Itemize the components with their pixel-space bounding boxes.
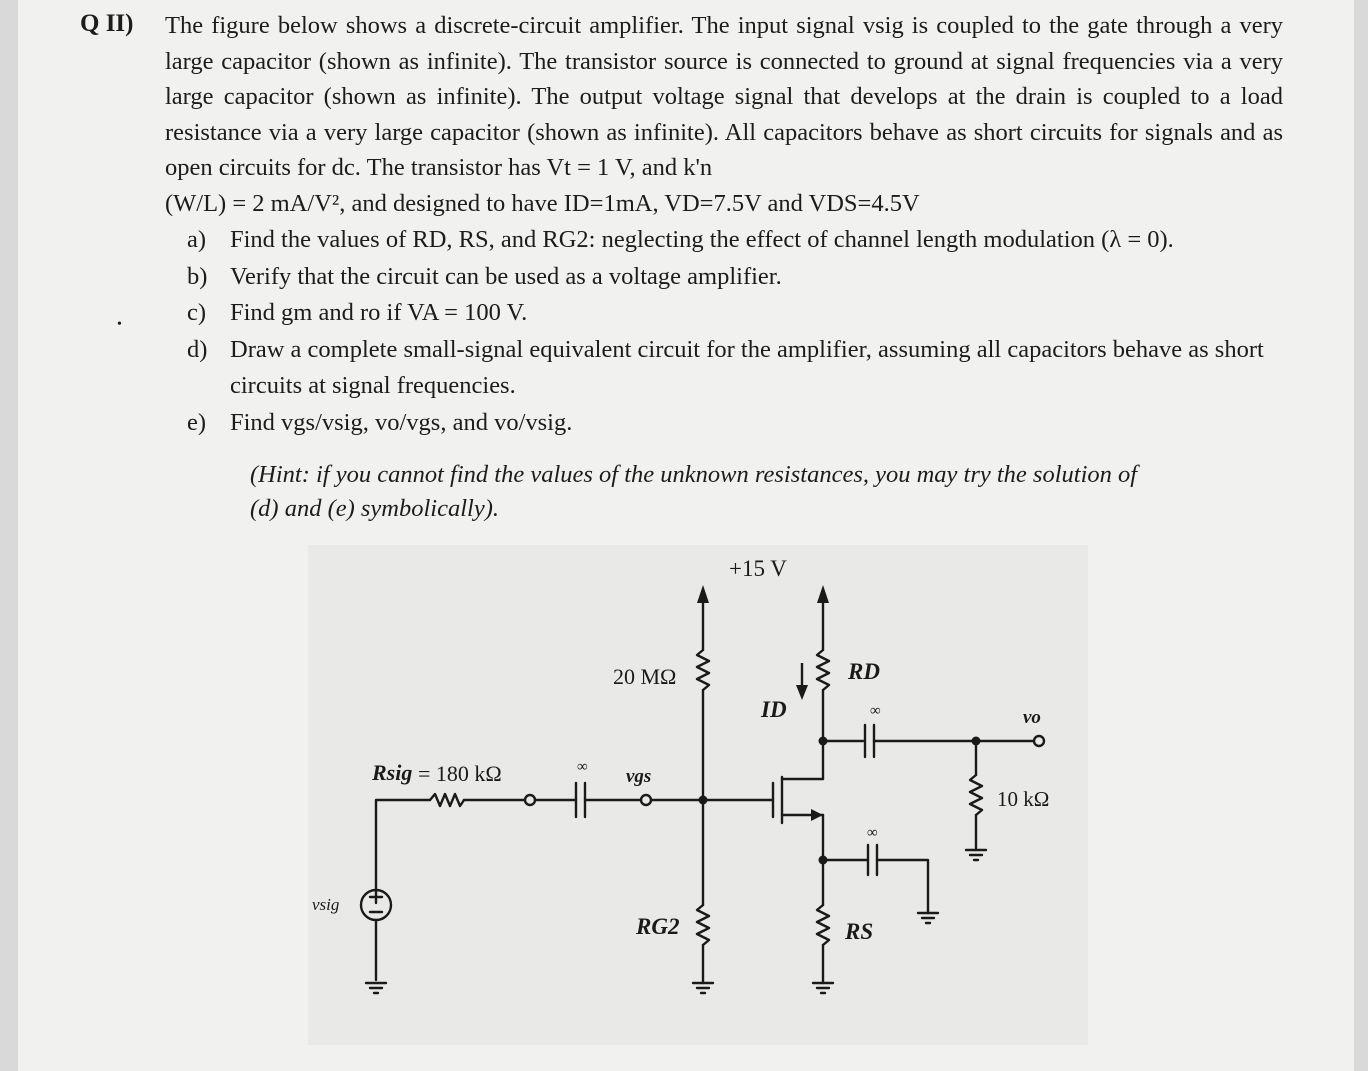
vo-label: vo [1023, 707, 1041, 728]
source-junction-dot [819, 856, 828, 865]
rg1-label: 20 MΩ [613, 664, 677, 689]
vgs-label: vgs [626, 766, 652, 787]
part-text: Find the values of RD, RS, and RG2: neglecting the effect of channel length modulation (λ = 0). [230, 226, 1174, 253]
amplifier-circuit-diagram [308, 545, 1088, 1045]
cap-bypass-infinity: ∞ [867, 825, 878, 841]
rs-label: RS [845, 919, 874, 944]
supply-label: +15 V [729, 556, 787, 581]
bullet-mark: • [117, 317, 122, 332]
part-label: b) [187, 262, 208, 290]
part-label: e) [187, 408, 207, 436]
rsig-value: = 180 kΩ [418, 761, 502, 786]
part-label: a) [187, 226, 207, 253]
question-label: Q II) [80, 10, 134, 37]
part-text: Draw a complete small-signal equivalent circuit for the amplifier, assuming all capacitors behave as short circuits at signal frequencies. [230, 335, 1264, 399]
cap-in-infinity: ∞ [577, 759, 588, 775]
rd-label: RD [848, 659, 880, 684]
question-parts [187, 222, 1297, 441]
output-junction-dot [972, 737, 981, 746]
gate-junction-dot [699, 796, 708, 805]
part-e [187, 405, 1297, 442]
part-c [187, 295, 1297, 332]
cap-out-infinity: ∞ [870, 703, 881, 719]
question-intro [165, 8, 1283, 221]
load-label: 10 kΩ [997, 787, 1050, 811]
id-label: ID [761, 697, 787, 722]
part-text: Verify that the circuit can be used as a voltage amplifier. [230, 262, 782, 290]
drain-junction-dot [819, 737, 828, 746]
diagram-background [308, 545, 1088, 1045]
intro-last-line: (W/L) = 2 mA/V², and designed to have ID=1mA, VD=7.5V and VDS=4.5V [165, 189, 920, 217]
part-label: c) [187, 299, 207, 326]
part-b [187, 259, 1297, 296]
part-text: Find gm and ro if VA = 100 V. [230, 299, 528, 326]
part-text: Find vgs/vsig, vo/vgs, and vo/vsig. [230, 408, 573, 436]
part-label: d) [187, 335, 208, 363]
rsig-label: Rsig [372, 760, 413, 785]
vsig-label: vsig [312, 895, 340, 914]
part-a [187, 222, 1297, 259]
rg2-label: RG2 [636, 914, 680, 939]
intro-text: The figure below shows a discrete-circuit amplifier. The input signal vsig is coupled to the gate through a very large capacitor (shown as infinite). The transistor source is connected to ground at signal frequencies via a very large capacitor (shown as infinite). The output voltage signal that develops at the drain is coupled to a load resistance via a very large capacitor (shown as infinite). All capacitors behave as short circuits for signals and as open circuits for dc. The transistor has Vt = 1 V, and k'n [165, 12, 1283, 181]
hint-text: (Hint: if you cannot find the values of the unknown resistances, you may try the solution of (d) and (e) symbolically). [250, 461, 1138, 522]
part-d [187, 332, 1297, 405]
